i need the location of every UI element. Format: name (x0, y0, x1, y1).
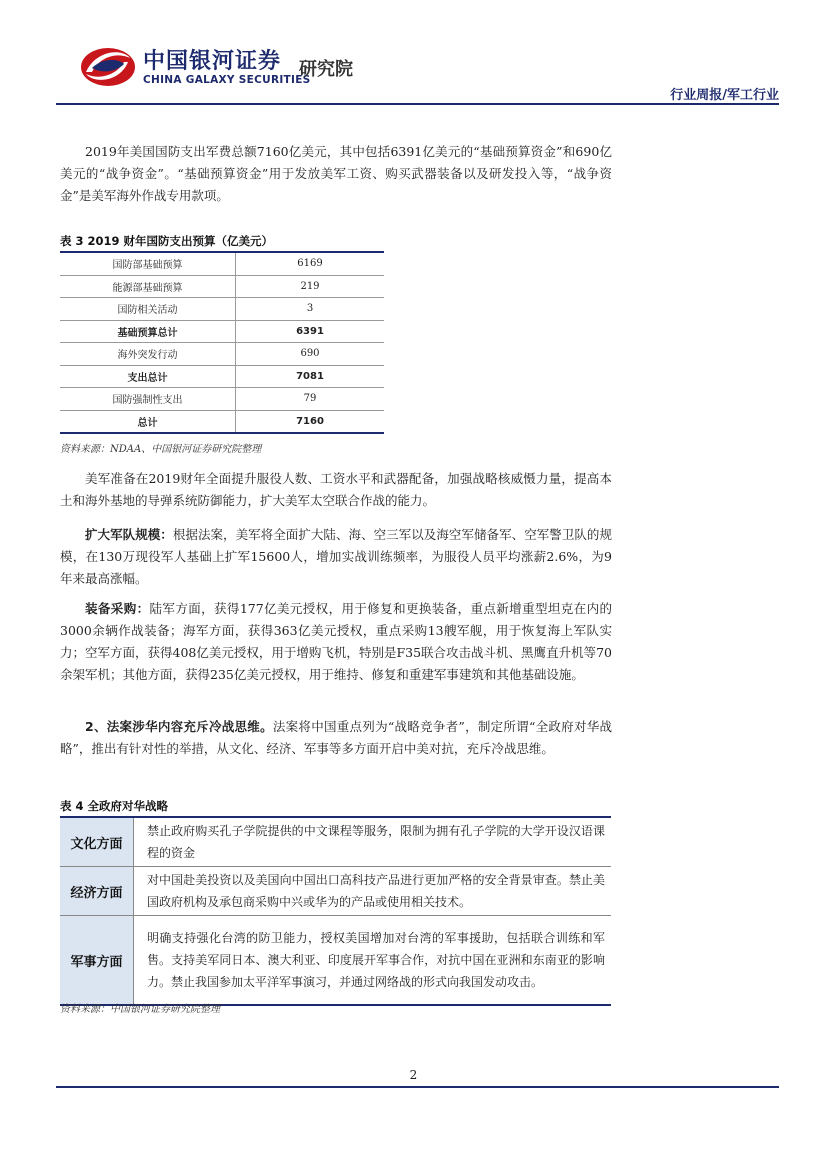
institute-label: 研究院 (299, 59, 353, 80)
table-4-source: 资料来源：中国银河证券研究院整理 (60, 1004, 220, 1015)
logo-chinese-name: 中国银河证券 (143, 49, 282, 74)
paragraph-5-body: 法案将中国重点列为“战略竞争者”，制定所谓“全政府对华战略”，推出有针对性的举措，从文化、经济、军事等多方面开启中美对抗，充斥冷战思维。 (60, 719, 612, 756)
paragraph-4-lead: 装备采购： (85, 601, 150, 616)
table-row: 能源部基础预算 219 (60, 275, 384, 298)
paragraph-5-lead: 2、法案涉华内容充斥冷战思维。 (85, 719, 273, 734)
table-4-text: 明确支持强化台湾的防卫能力，授权美国增加对台湾的军事援助，包括联合训练和军售。支持美军同日本、澳大利亚、印度展开军事合作，对抗中国在亚洲和东南亚的影响力。禁止我国参加太平洋军事演习，并通过网络战的形式向我国发动攻击。 (134, 916, 612, 1006)
paragraph-5 (60, 716, 612, 760)
table-4-text: 禁止政府购买孔子学院提供的中文课程等服务，限制为拥有孔子学院的大学开设汉语课程的资金 (134, 817, 612, 867)
paragraph-3-body: 根据法案，美军将全面扩大陆、海、空三军以及海空军储备军、空军警卫队的规模，在130万现役军人基础上扩军15600人，增加实战训练频率，为服役人员平均涨薪2.6%，为9年来最高涨幅。 (60, 527, 612, 586)
galaxy-logo-icon (78, 42, 136, 90)
page-number: 2 (409, 1068, 418, 1082)
paragraph-4 (60, 598, 612, 686)
paragraph-2: 美军准备在2019财年全面提升服役人数、工资水平和武器配备，加强战略核威慑力量，提高本土和海外基地的导弹系统防御能力，扩大美军太空联合作战的能力。 (60, 471, 612, 508)
table-3 (60, 251, 384, 434)
paragraph-3 (60, 524, 612, 590)
table-4-category: 经济方面 (60, 867, 134, 916)
table-row (60, 817, 611, 867)
table-row: 国防强制性支出 79 (60, 388, 384, 411)
paragraph-4-body: 陆军方面，获得177亿美元授权，用于修复和更换装备，重点新增重型坦克在内的3000余辆作战装备；海军方面，获得363亿美元授权，重点采购13艘军舰，用于恢复海上军队实力；空军方面，获得408亿美元授权，用于增购飞机，特别是F35联合攻击战斗机、黑鹰直升机等70余架军机；其他方面，获得235亿美元授权，用于维持、修复和重建军事建筑和其他基础设施。 (60, 601, 612, 682)
table-4-text: 对中国赴美投资以及美国向中国出口高科技产品进行更加严格的安全背景审查。禁止美国政府机构及承包商采购中兴或华为的产品或使用相关技术。 (134, 867, 612, 916)
table-4-category: 文化方面 (60, 817, 134, 867)
table-3-title: 表 3 2019 财年国防支出预算（亿美元） (60, 234, 274, 248)
table-row (60, 916, 611, 1006)
table-row: 国防部基础预算 6169 (60, 252, 384, 275)
table-row: 海外突发行动 690 (60, 343, 384, 366)
paragraph-3-lead: 扩大军队规模： (85, 527, 173, 542)
table-row-total: 总计 7160 (60, 410, 384, 433)
paragraph-1: 2019年美国国防支出军费总额7160亿美元，其中包括6391亿美元的“基础预算资金”和690亿美元的“战争资金”。“基础预算资金”用于发放美军工资、购买武器装备以及研发投入等，“战争资金”是美军海外作战专用款项。 (60, 144, 612, 203)
table-row-subtotal: 基础预算总计 6391 (60, 320, 384, 343)
report-type: 行业周报/军工行业 (670, 88, 779, 103)
table-row (60, 867, 611, 916)
table-3-source: 资料来源：NDAA、中国银河证券研究院整理 (60, 444, 262, 455)
header-divider (56, 103, 779, 105)
page-header (0, 0, 827, 105)
table-row: 国防相关活动 3 (60, 298, 384, 321)
footer-divider (56, 1086, 779, 1088)
logo-english-name: CHINA GALAXY SECURITIES (143, 74, 311, 86)
table-4-title: 表 4 全政府对华战略 (60, 799, 169, 813)
table-row-subtotal: 支出总计 7081 (60, 365, 384, 388)
table-4 (60, 816, 611, 1006)
table-4-category: 军事方面 (60, 916, 134, 1006)
